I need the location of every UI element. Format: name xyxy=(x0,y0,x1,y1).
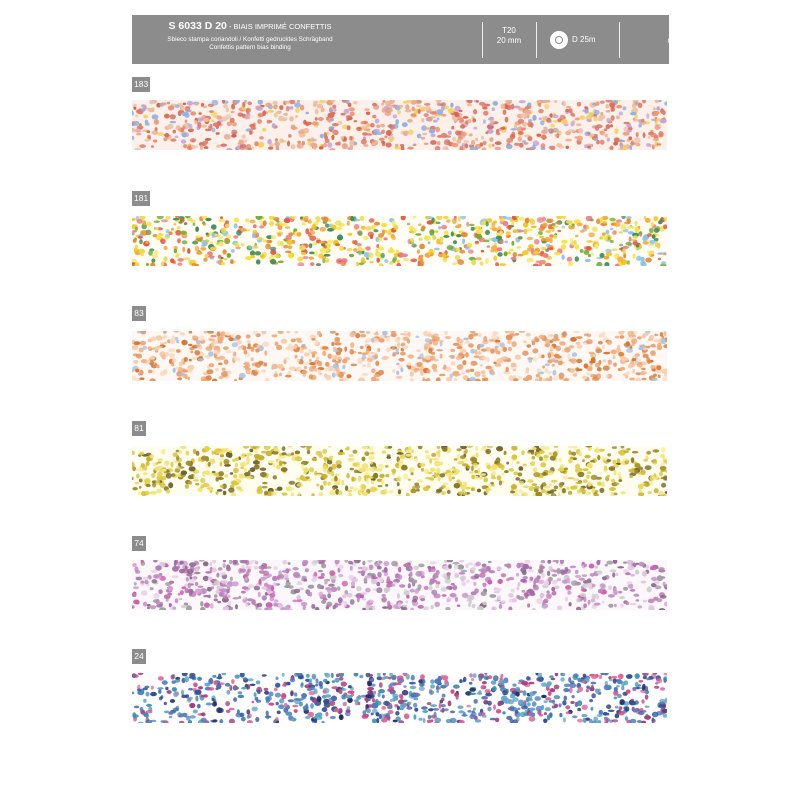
composition-title: 100% CO : xyxy=(691,25,733,35)
roll-length: D 25m xyxy=(572,35,596,44)
header-divider xyxy=(619,22,620,58)
size-width: 20 mm xyxy=(496,36,522,45)
swatch-tape-74 xyxy=(132,560,667,610)
swatch-label-81: 81 xyxy=(132,421,146,436)
composition-detail: Cotone / Baumwolle / Cotton xyxy=(667,38,757,45)
swatch-label-83: 83 xyxy=(132,306,146,321)
swatch-tape-81 xyxy=(132,446,667,496)
product-subtitle-line1: Sbieco stampa coriandoli / Konfetti gedrucktes Schrägband xyxy=(167,36,333,43)
swatch-label-24: 24 xyxy=(132,649,146,664)
header-divider xyxy=(482,22,483,58)
swatch-tape-24 xyxy=(132,673,667,723)
swatch-label-181: 181 xyxy=(132,191,150,206)
product-code: S 6033 D 20 xyxy=(168,20,227,32)
swatch-tape-181 xyxy=(132,216,667,266)
composition-info xyxy=(632,25,792,47)
header-divider xyxy=(536,22,537,58)
swatch-tape-83 xyxy=(132,331,667,381)
product-header xyxy=(132,15,757,64)
roll-icon xyxy=(550,31,568,49)
product-name: - BIAIS IMPRIMÉ CONFETTIS xyxy=(226,22,332,31)
swatch-label-183: 183 xyxy=(132,77,150,92)
product-subtitle-line2: Confettis pattern bias binding xyxy=(209,44,291,51)
product-title xyxy=(138,21,362,32)
swatch-label-74: 74 xyxy=(132,536,146,551)
size-code: T20 xyxy=(502,26,516,35)
swatch-tape-183 xyxy=(132,100,667,150)
size-info xyxy=(494,26,524,46)
